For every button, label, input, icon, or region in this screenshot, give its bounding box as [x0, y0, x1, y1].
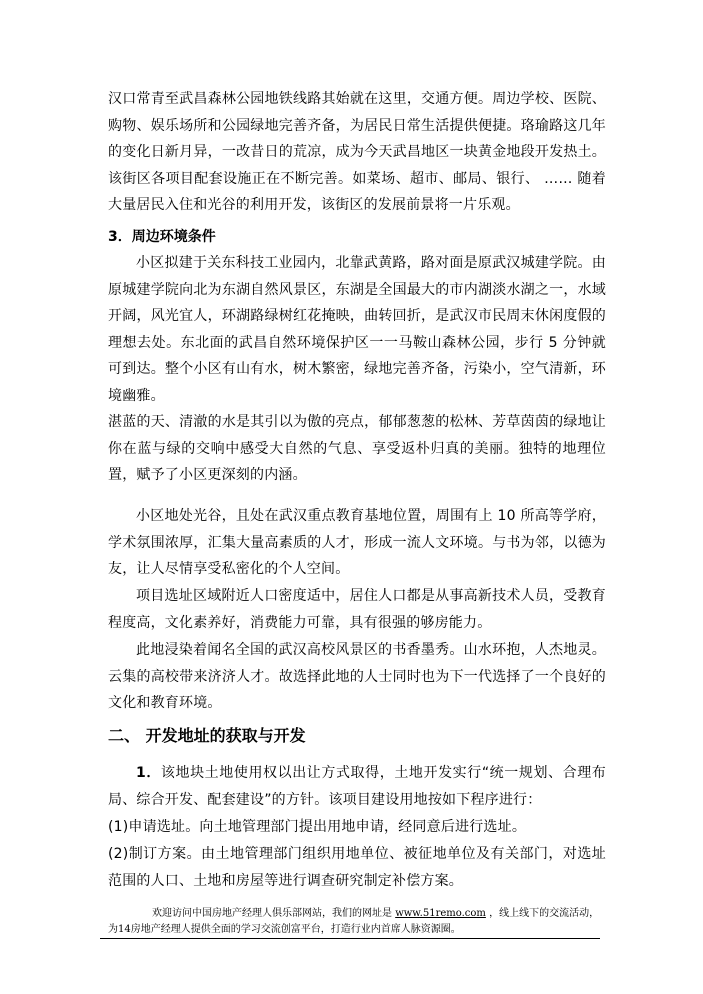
paragraph-environment-3: 小区地处光谷，且处在武汉重点教育基地位置，周围有上 10 所高等学府，学术氛围浓厚，汇集大量高素质的人才，形成一流人文环境。与书为邻，以德为友，让人尽情享受私密化的个人空间。 [108, 508, 606, 577]
development-1-number: 1． [136, 765, 161, 781]
footer-divider [100, 938, 600, 939]
paragraph-development-2: (1)申请选址。向土地管理部门提出用地申请，经同意后进行选址。 [108, 819, 527, 835]
page-footer [108, 906, 606, 938]
section-3-heading: 3．周边环境条件 [108, 229, 216, 245]
paragraph-environment-5: 此地浸染着闻名全国的武汉高校风景区的书香墨秀。山水环抱，人杰地灵。云集的高校带来济济人才。故选择此地的人士同时也为下一代选择了一个良好的文化和教育环境。 [108, 642, 606, 711]
development-1-text: 该地块土地使用权以出让方式取得，土地开发实行“统一规划、合理布局、综合开发、配套建设”的方针。该项目建设用地按如下程序进行： [108, 765, 606, 808]
paragraph-development-1 [108, 760, 606, 813]
section-2-heading: 二、 开发地址的获取与开发 [108, 726, 306, 745]
paragraph-intro: 汉口常青至武昌森林公园地铁线路其始就在这里，交通方便。周边学校、医院、购物、娱乐场所和公园绿地完善齐备，为居民日常生活提供便捷。珞瑜路这几年的变化日新月异，一改昔日的荒凉，成为今天武昌地区一块黄金地段开发热土。该街区各项目配套设施正在不断完善。如菜场、超市、邮局、银行、 …… 随着大量居民入住和光谷的利用开发，该街区的发展前景将一片乐观。 [108, 91, 606, 213]
footer-text-before: 欢迎访问中国房地产经理人俱乐部网站，我们的网址是 [152, 908, 396, 919]
paragraph-environment-4: 项目选址区域附近人口密度适中，居住人口都是从事高新技术人员，受教育程度高，文化素养好，消费能力可靠，具有很强的够房能力。 [108, 588, 606, 631]
paragraph-development-3: (2)制订方案。由土地管理部门组织用地单位、被征地单位及有关部门，对选址范围的人口、土地和房屋等进行调查研究制定补偿方案。 [108, 846, 606, 889]
paragraph-environment-2: 湛蓝的天、清澈的水是其引以为傲的亮点，郁郁葱葱的松林、芳草茵茵的绿地让你在蓝与绿的交响中感受大自然的气息、享受返朴归真的美丽。独特的地理位置，赋予了小区更深刻的内涵。 [108, 414, 606, 483]
footer-website-link[interactable]: www.51remo.com [395, 908, 486, 919]
paragraph-environment-1: 小区拟建于关东科技工业园内，北靠武黄路，路对面是原武汉城建学院。由原城建学院向北为东湖自然风景区，东湖是全国最大的市内湖淡水湖之一，水域开阔，风光宜人，环湖路绿树红花掩映，曲转回折，是武汉市民周末休闲度假的理想去处。东北面的武昌自然环境保护区一一马鞍山森林公园，步行 5 分钟就可到达。整个小区有山有水，树木繁密，绿地完善齐备，污染小，空气清新，环境幽雅。 [108, 255, 606, 404]
footer-text-after: ，线上线下的交流活动，为14房地产经理人提供全面的学习交流创富平台，打造行业内首席人脉资源圈。 [108, 908, 600, 935]
